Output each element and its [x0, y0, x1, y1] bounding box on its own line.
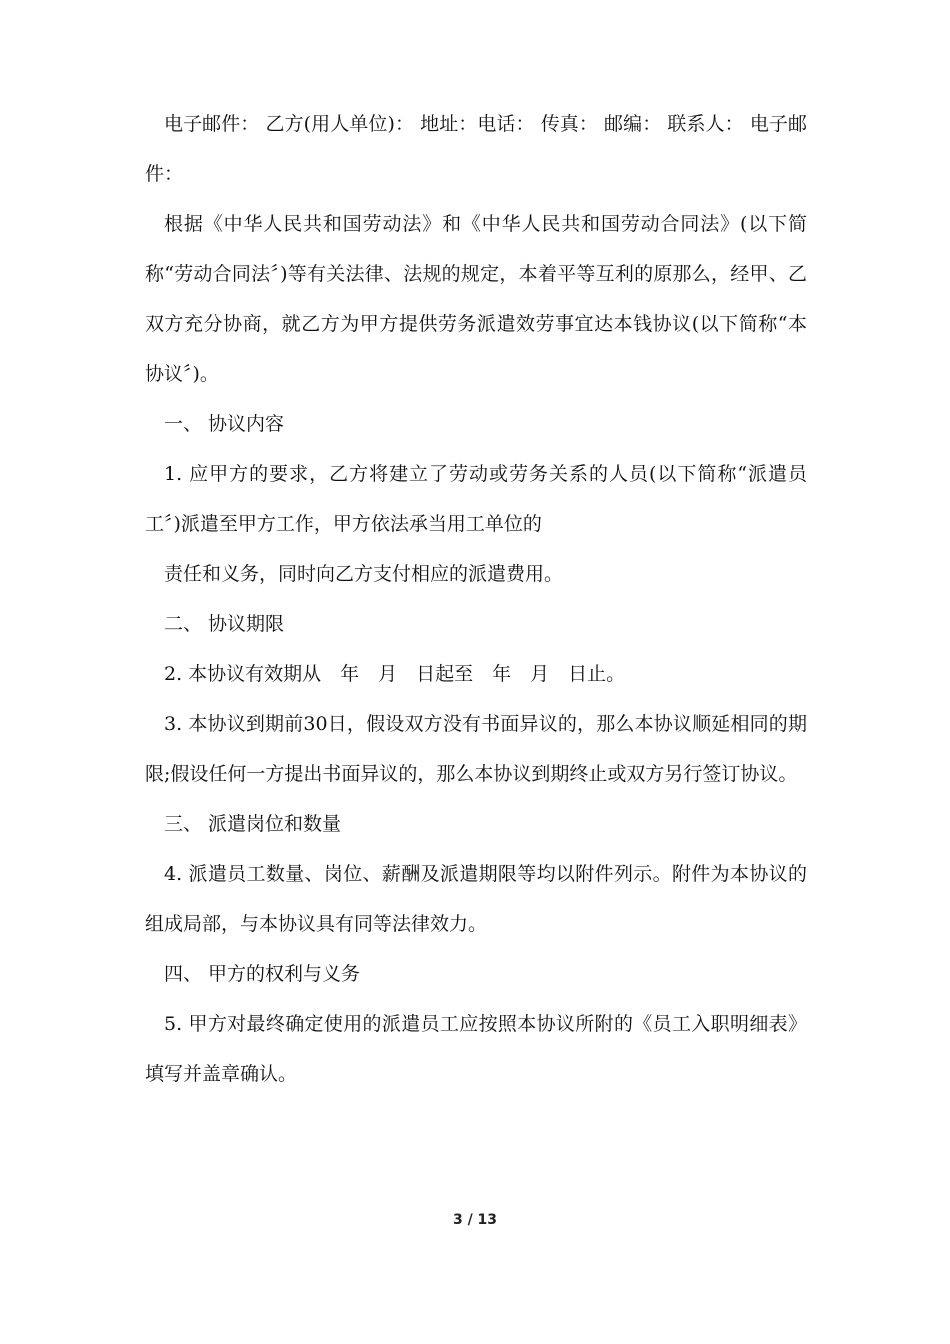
clause-4-paragraph: 4. 派遣员工数量、岗位、薪酬及派遣期限等均以附件列示。附件为本协议的组成局部，与本协议具有同等法律效力。: [145, 863, 807, 935]
contact-info-paragraph: 电子邮件： 乙方(用人单位)： 地址：电话： 传真： 邮编： 联系人： 电子邮件：: [145, 113, 807, 185]
clause-1-paragraph: 1. 应甲方的要求，乙方将建立了劳动或劳务关系的人员(以下简称“派遣员工〞)派遣至甲方工作，甲方依法承当用工单位的: [145, 463, 807, 535]
document-body: [145, 99, 807, 1099]
clause-1-continuation: 责任和义务，同时向乙方支付相应的派遣费用。: [164, 563, 564, 585]
section-heading-content: 一、 协议内容: [164, 413, 285, 435]
clause-2-paragraph: 2. 本协议有效期从 年 月 日起至 年 月 日止。: [164, 663, 626, 685]
page-number-indicator: 3 / 13: [452, 1212, 498, 1228]
clause-5-paragraph: 5. 甲方对最终确定使用的派遣员工应按照本协议所附的《员工入职明细表》填写并盖章确认。: [145, 1013, 807, 1085]
section-heading-positions: 三、 派遣岗位和数量: [164, 813, 342, 835]
section-heading-party-a-rights: 四、 甲方的权利与义务: [164, 963, 361, 985]
section-heading-term: 二、 协议期限: [164, 613, 285, 635]
preamble-paragraph: 根据《中华人民共和国劳动法》和《中华人民共和国劳动合同法》(以下简称“劳动合同法〞)等有关法律、法规的规定，本着平等互利的原那么，经甲、乙双方充分协商，就乙方为甲方提供劳务派遣效劳事宜达本钱协议(以下简称“本协议〞)。: [145, 213, 807, 385]
clause-3-paragraph: 3. 本协议到期前30日，假设双方没有书面异议的，那么本协议顺延相同的期限;假设任何一方提出书面异议的，那么本协议到期终止或双方另行签订协议。: [145, 713, 807, 785]
